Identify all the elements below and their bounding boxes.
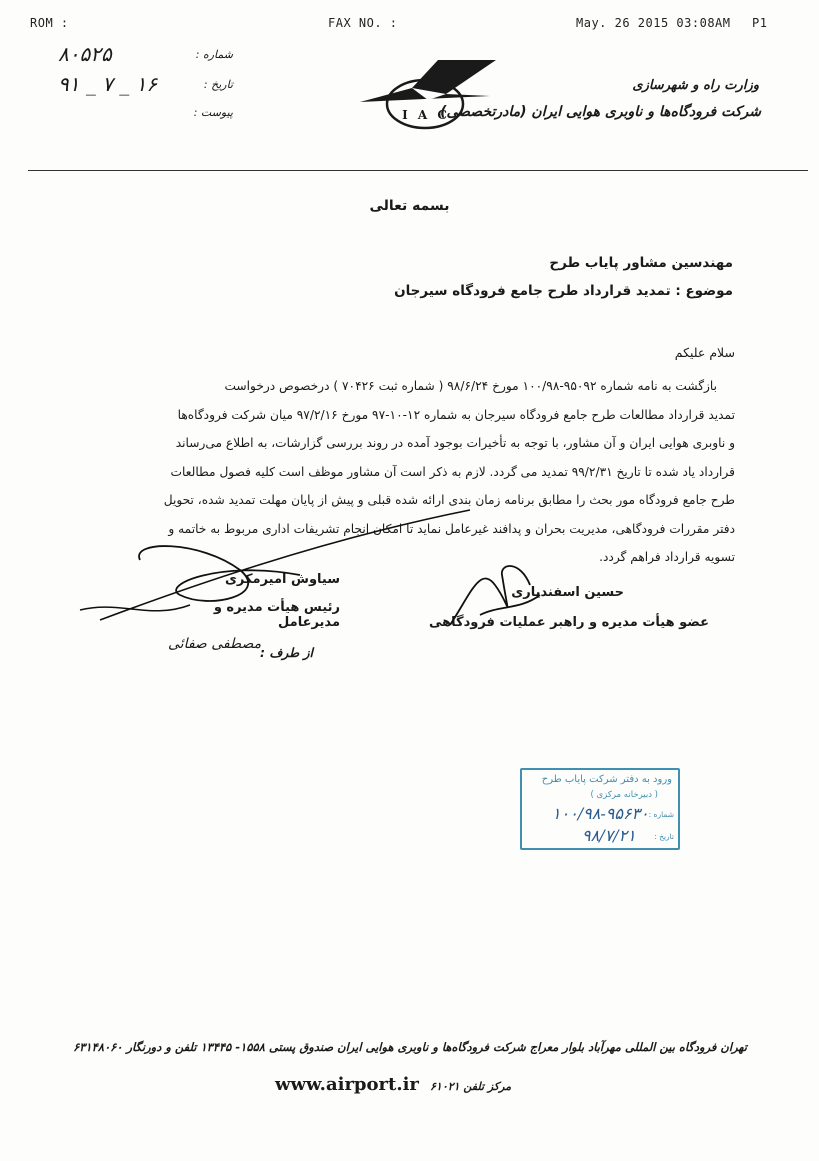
stamp-date-label: تاریخ : [654,832,674,841]
body-line: تمدید قرارداد مطالعات طرح جامع فرودگاه سیرجان به شماره ۱۲-۱۰-۹۷ مورخ ۹۷/۲/۱۶ میان شرکت فرودگاه‌ها [177,407,735,422]
signatory-left-name: سیاوش امیرمکری [224,572,340,587]
body-line: بازگشت به نامه شماره ۹۵۰۹۲-۱۰۰/۹۸ مورخ ۹۸/۶/۲۴ ( شماره ثبت ۷۰۴۲۶ ) درخصوص درخواست [224,379,717,393]
stamp-subtitle: ( دبیرخانه مرکزی ) [590,790,658,800]
bismillah-heading: بسمه تعالی [369,198,450,214]
logo-text: I A C [402,108,450,122]
fax-datetime: May. 26 2015 03:08AM [576,16,731,30]
stamp-number-value: ۱۰۰/۹۸-۹۵۶۳۰ [552,804,649,823]
footer-website[interactable]: www.airport.ir [275,1074,419,1095]
body-line: قرارداد یاد شده تا تاریخ ۹۹/۲/۳۱ تمدید می گردد. لازم به ذکر است آن مشاور موظف است کلیه فصول مطالعات [170,464,735,479]
letter-number-value: ۸۰۵۲۵ [58,42,112,66]
footer-address: تهران فرودگاه بین المللی مهرآباد بلوار معراج شرکت فرودگاه‌ها و ناوبری هوایی ایران صندوق پستی ۱۵۵۸- ۱۳۴۴۵ تلفن و دورنگار ۶۳۱۴۸۰۶۰ [73,1040,747,1054]
signatory-right-name: حسین اسفندیاری [511,585,624,600]
on-behalf-label: از طرف : [260,645,314,660]
footer-phone: مرکز تلفن ۶۱۰۲۱ [430,1080,512,1093]
on-behalf-name: مصطفی صفائی [168,636,262,652]
letter-number-row [58,42,233,68]
letter-attachment-label: پیوست : [193,106,233,119]
letter-date-label: تاریخ : [203,78,233,91]
signatory-left-title: رئیس هیأت مدیره و مدیرعامل [213,600,340,630]
stamp-number-label: شماره : [648,810,674,819]
signature-left-icon [60,500,480,640]
ministry-name: وزارت راه و شهرسازی [632,78,759,93]
fax-number-label: FAX NO. : [328,16,398,30]
body-line: و ناوبری هوایی ایران و آن مشاور، با توجه به تأخیرات بوجود آمده در روند بررسی گزارشات، به اطلاع می‌رساند [175,436,735,450]
company-name: شرکت فرودگاه‌ها و ناوبری هوایی ایران (مادرتخصصی) [440,104,761,120]
letter-date-row [58,72,233,98]
stamp-title: ورود به دفتر شرکت پایاب طرح [541,774,672,785]
receipt-stamp [520,768,680,850]
subject: موضوع : تمدید قرارداد طرح جامع فرودگاه سیرجان [394,283,733,299]
letter-attachment-row [58,104,233,126]
stamp-date-value: ۹۸/۷/۲۱ [582,826,636,845]
greeting: سلام علیکم [674,345,735,360]
header-divider [28,170,808,171]
recipient: مهندسین مشاور پایاب طرح [549,255,733,271]
iac-logo [350,52,500,132]
fax-from: ROM : [30,16,69,30]
body-line: طرح جامع فرودگاه مور بحث را مطابق برنامه زمان بندی ارائه شده قبلی و پیش از پایان مهلت تمدید شده، تحویل [163,493,735,507]
letter-date-value: ۹۱ _ ۷ _ ۱۶ [58,72,158,96]
fax-page: P1 [752,16,768,30]
body-line: تسویه قرارداد فراهم گردد. [599,550,735,564]
body-line: دفتر مقررات فرودگاهی، مدیریت بحران و پدافند غیرعامل نماید تا امکان انجام تشریفات اداری مربوط به خاتمه و [168,521,735,536]
signatory-right-title: عضو هیأت مدیره و راهبر عملیات فرودگاهی [428,615,709,630]
letter-number-label: شماره : [195,48,233,61]
